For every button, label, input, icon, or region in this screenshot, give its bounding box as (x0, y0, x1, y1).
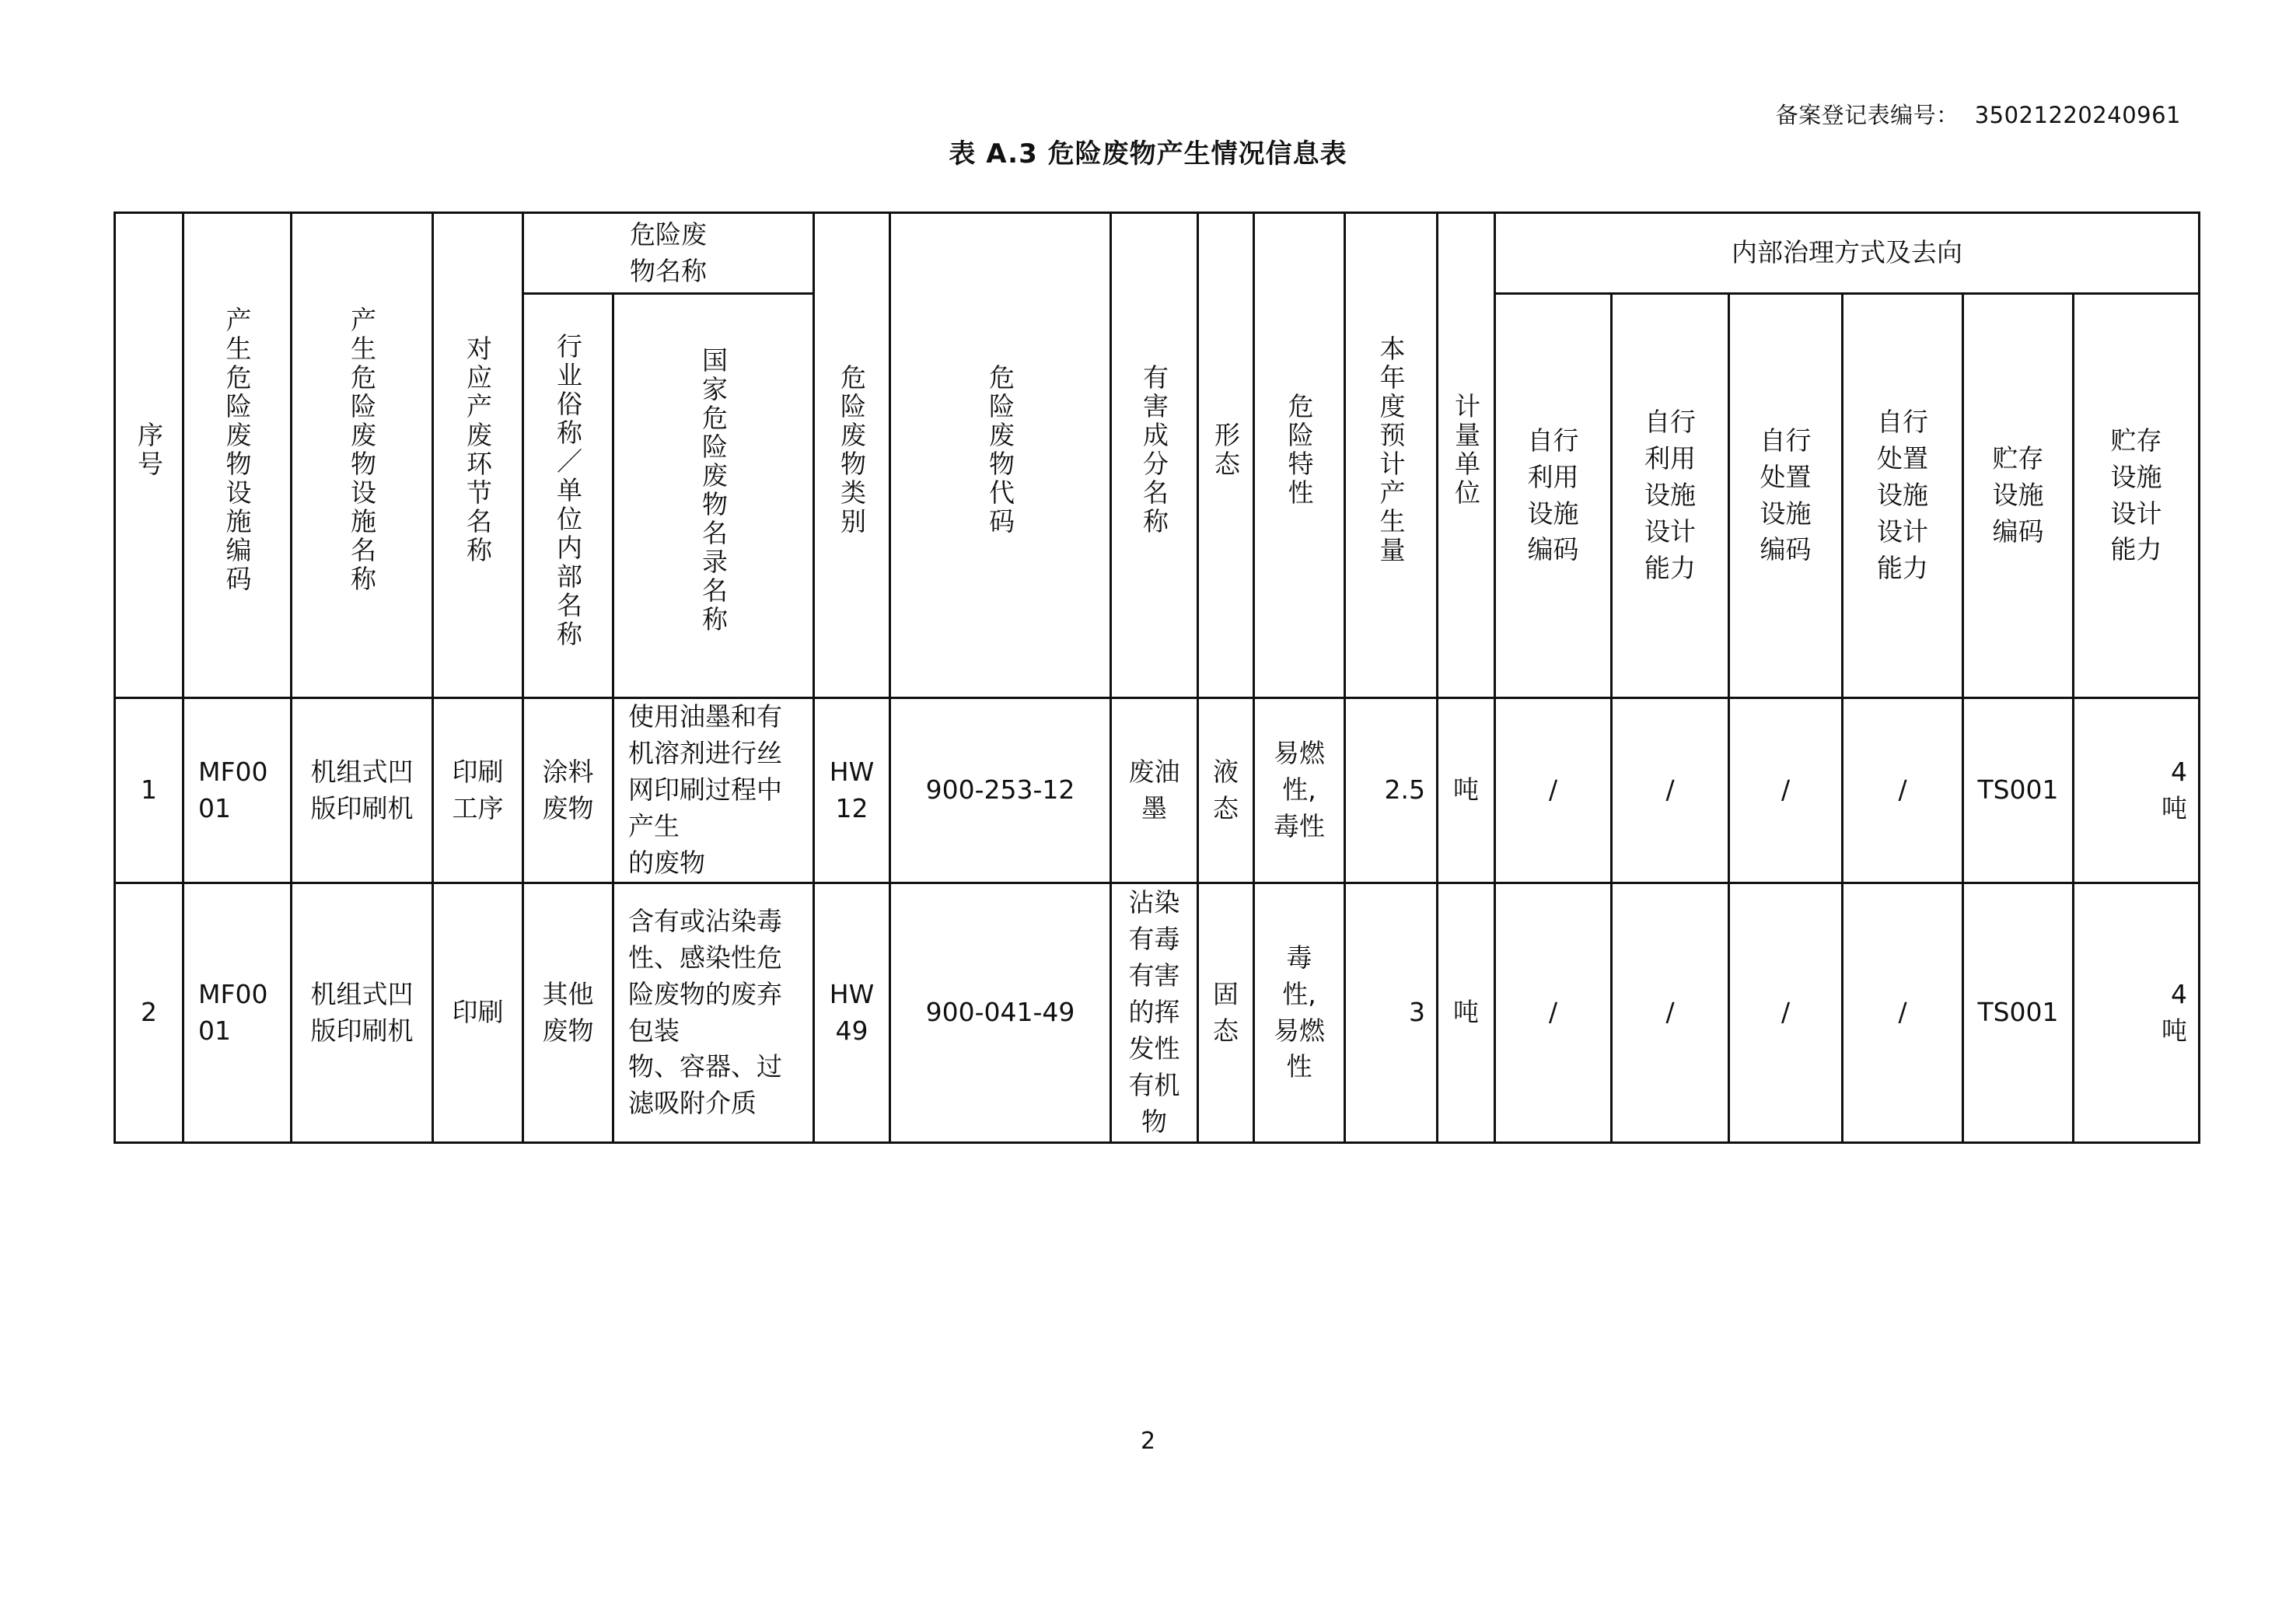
col-form: 形态 (1211, 421, 1241, 480)
col-internal-group: 内部治理方式及去向 (1732, 237, 1962, 268)
registration-number: 35021220240961 (1974, 102, 2181, 128)
registration-label: 备案登记表编号： (1775, 102, 1959, 128)
cell-harmful: 废油 墨 (1111, 698, 1198, 883)
cell-process: 印刷 (433, 883, 523, 1143)
cell-category: HW 12 (814, 698, 890, 883)
col-self-use-code: 自行 利用 设施 编码 (1527, 425, 1579, 565)
cell-code: 900-041-49 (890, 883, 1111, 1143)
cell-process: 印刷 工序 (433, 698, 523, 883)
col-process: 对应产废环节名称 (463, 335, 493, 566)
col-unit: 计量单位 (1451, 393, 1481, 509)
cell-self-use-code: / (1495, 698, 1612, 883)
cell-self-disp-capacity: / (1843, 698, 1963, 883)
cell-national-name: 使用油墨和有 机溶剂进行丝 网印刷过程中 产生 的废物 (613, 698, 814, 883)
cell-harmful: 沾染 有毒 有害 的挥 发性 有机 物 (1111, 883, 1198, 1143)
cell-facility-code: MF00 01 (183, 698, 292, 883)
col-seq: 序号 (134, 421, 164, 480)
cell-self-use-code: / (1495, 883, 1612, 1143)
col-category: 危险废物类别 (837, 364, 867, 537)
cell-self-disp-capacity: / (1843, 883, 1963, 1143)
cell-facility-name: 机组式凹 版印刷机 (292, 883, 433, 1143)
cell-national-name: 含有或沾染毒 性、感染性危 险废物的废弃 包装 物、容器、过 滤吸附介质 (613, 883, 814, 1143)
table-row (115, 698, 2200, 883)
cell-unit: 吨 (1438, 883, 1495, 1143)
cell-self-disp-code: / (1729, 698, 1843, 883)
cell-form: 液 态 (1198, 698, 1254, 883)
cell-code: 900-253-12 (890, 698, 1111, 883)
cell-self-use-capacity: / (1612, 698, 1729, 883)
col-national-name: 国家危险废物名录名称 (698, 347, 729, 635)
cell-form: 固 态 (1198, 883, 1254, 1143)
cell-seq: 1 (115, 698, 183, 883)
cell-hazard: 易燃 性, 毒性 (1254, 698, 1345, 883)
cell-amount: 2.5 (1345, 698, 1438, 883)
col-facility-name: 产生危险废物设施名称 (347, 306, 377, 595)
cell-self-use-capacity: / (1612, 883, 1729, 1143)
cell-facility-name: 机组式凹 版印刷机 (292, 698, 433, 883)
cell-industry-name: 涂料 废物 (523, 698, 613, 883)
col-storage-capacity: 贮存 设施 设计 能力 (2110, 425, 2162, 565)
col-harmful: 有害成分名称 (1139, 364, 1169, 537)
cell-storage-code: TS001 (1963, 698, 2074, 883)
col-storage-code: 贮存 设施 编码 (1992, 443, 2044, 547)
col-industry-name: 行业俗称／单位内部名称 (553, 332, 583, 649)
cell-hazard: 毒 性, 易燃 性 (1254, 883, 1345, 1143)
cell-amount: 3 (1345, 883, 1438, 1143)
table-row (115, 883, 2200, 1143)
cell-seq: 2 (115, 883, 183, 1143)
page-title: 表 A.3 危险废物产生情况信息表 (949, 138, 1347, 170)
cell-facility-code: MF00 01 (183, 883, 292, 1143)
cell-self-disp-code: / (1729, 883, 1843, 1143)
col-code: 危险废物代码 (985, 364, 1015, 537)
registration-line (1760, 98, 2181, 130)
cell-industry-name: 其他 废物 (523, 883, 613, 1143)
col-amount: 本年度预计产生量 (1375, 335, 1407, 566)
cell-unit: 吨 (1438, 698, 1495, 883)
page-number: 2 (1140, 1428, 1156, 1455)
cell-storage-capacity: 4 吨 (2074, 883, 2200, 1143)
col-waste-name-group: 危险废 物名称 (630, 218, 707, 286)
cell-storage-code: TS001 (1963, 883, 2074, 1143)
col-facility-code: 产生危险废物设施编码 (222, 306, 253, 595)
header-row-1 (115, 213, 2200, 294)
col-self-disp-capacity: 自行 处置 设施 设计 能力 (1877, 407, 1928, 583)
col-hazard: 危险特性 (1284, 393, 1315, 509)
cell-storage-capacity: 4 吨 (2074, 698, 2200, 883)
col-self-disp-code: 自行 处置 设施 编码 (1760, 425, 1812, 565)
col-self-use-capacity: 自行 利用 设施 设计 能力 (1644, 407, 1696, 583)
cell-category: HW 49 (814, 883, 890, 1143)
hazardous-waste-table (114, 211, 2200, 1144)
